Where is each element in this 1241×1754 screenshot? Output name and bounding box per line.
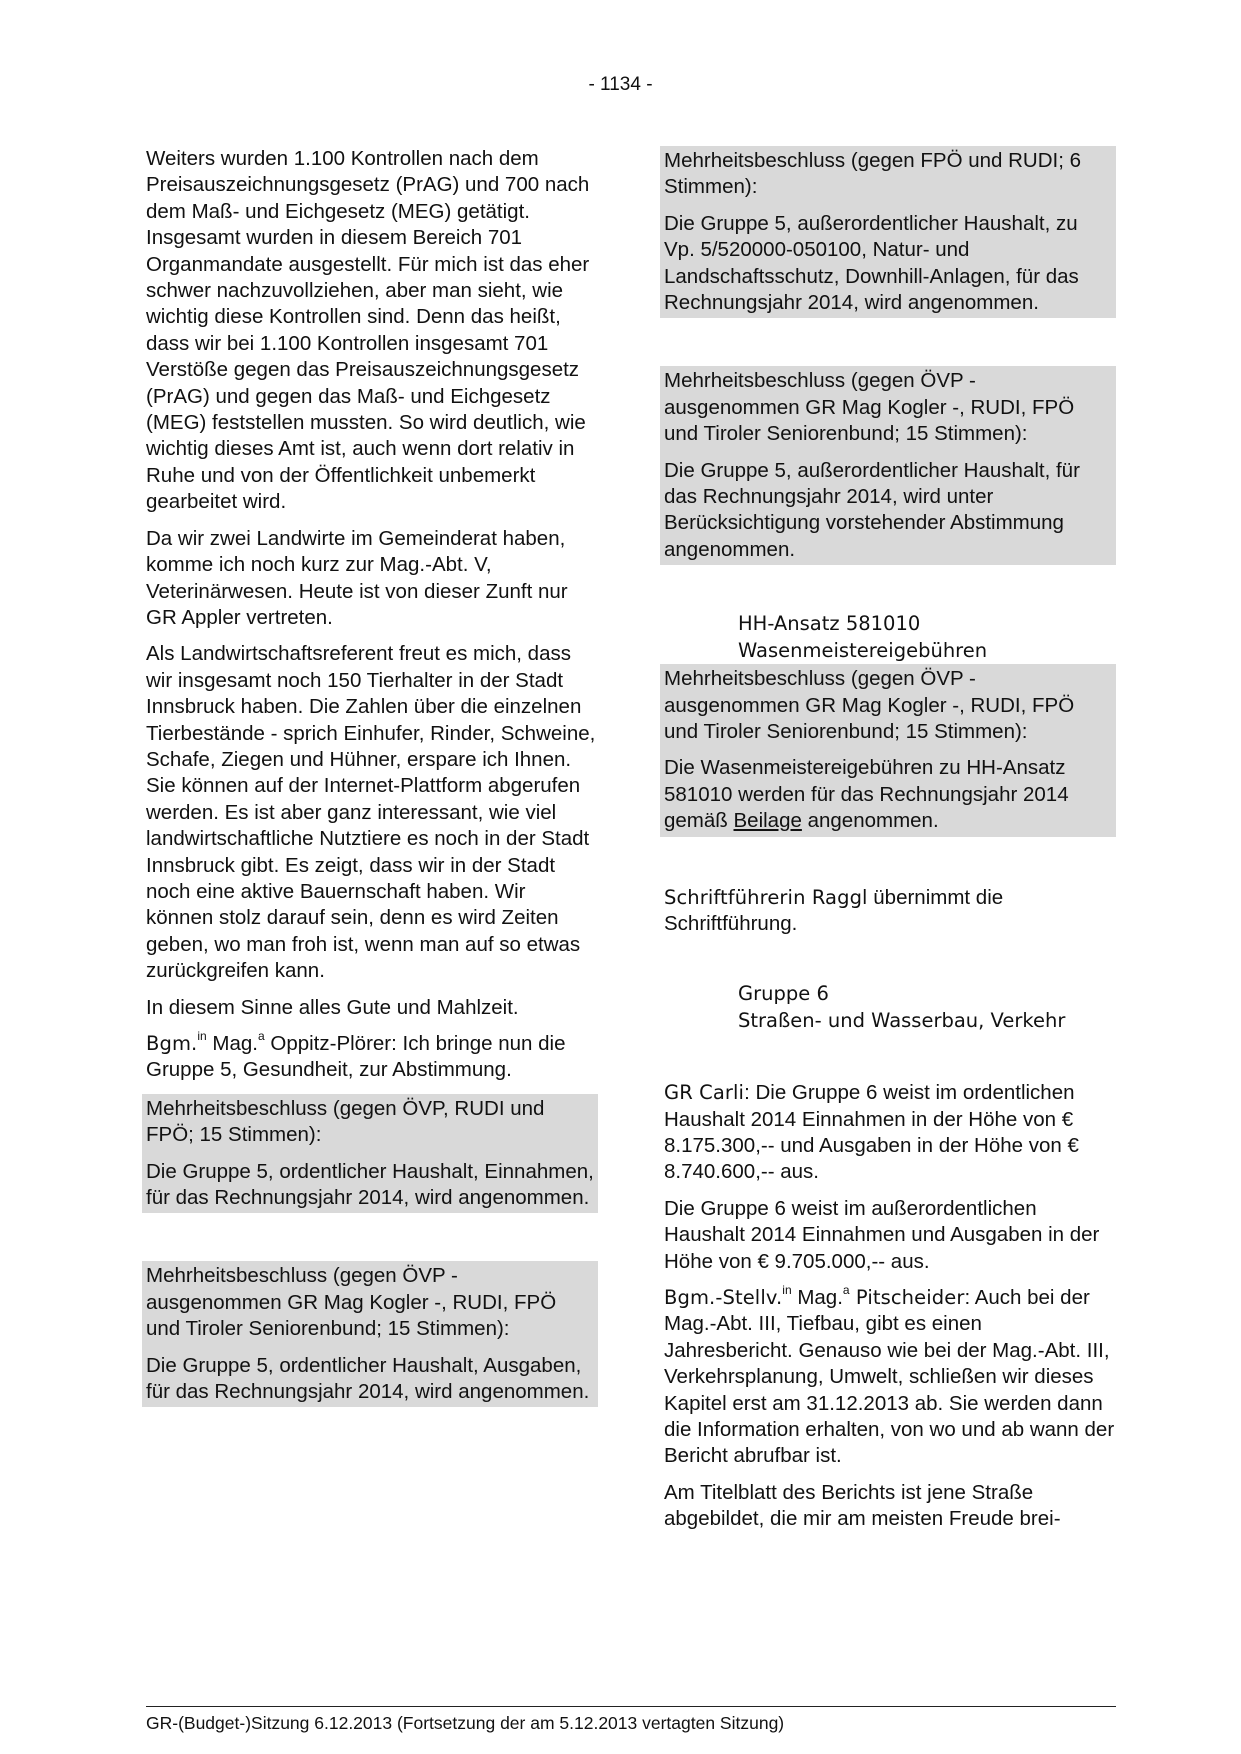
resolution-text: Die Gruppe 5, ordentlicher Haushalt, Einnahmen, für das Rechnungsjahr 2014, wird angenommen. — [146, 1159, 594, 1210]
heading-line: Gruppe 6 — [738, 982, 829, 1006]
resolution-block — [142, 1261, 598, 1407]
resolution-title: Mehrheitsbeschluss (gegen ÖVP - ausgenommen GR Mag Kogler -, RUDI, FPÖ und Tiroler Seniorenbund; 15 Stimmen): — [146, 1264, 557, 1341]
transfer-paragraph: Schriftführerin Raggl übernimmt die Schriftführung. — [664, 885, 1004, 935]
speaker-name: GR Carli — [664, 1081, 745, 1105]
paragraph: Als Landwirtschaftsreferent freut es mich, dass wir insgesamt noch 150 Tierhalter in der Stadt Innsbruck haben. Die Zahlen über die einzelnen Tierbestände - sprich Einhufer, Rinder, Schweine, Schafe, Ziegen und Hühner, erspare ich Ihnen. Sie können auf der Internet-Plattform abgerufen werden. Es ist aber ganz interessant, wie viel landwirtschaftliche Nutztiere es noch in der Stadt Innsbruck gibt. Es zeigt, dass wir in der Stadt noch eine aktive Bauernschaft haben. Wir können stolz darauf sein, denn es wird Zeiten geben, wo man froh ist, wenn man auf so etwas zurückgreifen kann. — [146, 642, 596, 983]
section-heading — [738, 611, 1116, 664]
speaker-title: Mag. — [791, 1286, 843, 1309]
speaker-paragraph — [146, 1031, 598, 1084]
resolution-block — [660, 146, 1116, 318]
speaker-name: Oppitz-Plörer — [264, 1032, 392, 1055]
footer-divider — [146, 1706, 1116, 1707]
resolution-block — [660, 664, 1116, 836]
speaker-title: Mag. — [206, 1032, 258, 1055]
left-column — [146, 146, 598, 1407]
resolution-title: Mehrheitsbeschluss (gegen ÖVP, RUDI und FPÖ; 15 Stimmen): — [146, 1096, 545, 1147]
resolution-text: Die Gruppe 5, außerordentlicher Haushalt, zu Vp. 5/520000-050100, Natur- und Landschaftsschutz, Downhill-Anlagen, für das Rechnungsjahr 2014, wird angenommen. — [664, 211, 1079, 315]
resolution-text: Die Gruppe 5, ordentlicher Haushalt, Ausgaben, für das Rechnungsjahr 2014, wird angenommen. — [146, 1353, 590, 1404]
right-column — [664, 146, 1116, 1543]
speaker-name: Pitscheider — [849, 1286, 965, 1309]
superscript: a — [842, 1283, 850, 1298]
resolution-block — [142, 1094, 598, 1214]
resolution-text: Die Gruppe 5, außerordentlicher Haushalt, für das Rechnungsjahr 2014, wird unter Berücksichtigung vorstehender Abstimmung angenommen. — [664, 458, 1080, 561]
attachment-link[interactable]: Beilage — [733, 809, 802, 833]
paragraph: Am Titelblatt des Berichts ist jene Straße abgebildet, die mir am meisten Freude brei- — [664, 1480, 1061, 1531]
speaker-text: : Auch bei der Mag.-Abt. III, Tiefbau, gibt es einen Jahresbericht. Genauso wie bei der Mag.-Abt. III, Verkehrsplanung, Umwelt, schließen wir dieses Kapitel erst am 31.12.2013 ab. Sie werden dann die Information erhalten, von wo und ab wann der Bericht abrufbar ist. — [664, 1286, 1115, 1468]
superscript: in — [782, 1283, 792, 1298]
speaker-title: Bgm. — [146, 1032, 198, 1055]
superscript: a — [257, 1029, 265, 1044]
superscript: in — [197, 1029, 207, 1044]
speaker-title: Bgm.-Stellv. — [664, 1286, 783, 1309]
resolution-title: Mehrheitsbeschluss (gegen ÖVP - ausgenommen GR Mag Kogler -, RUDI, FPÖ und Tiroler Seniorenbund; 15 Stimmen): — [664, 667, 1075, 743]
heading-line: Wasenmeistereigebühren — [738, 638, 988, 662]
resolution-text: Die Wasenmeistereigebühren zu HH-Ansatz 581010 werden für das Rechnungsjahr 2014 gemäß Beilage angenommen. — [664, 756, 1069, 833]
speaker-name: Schriftführerin Raggl — [664, 885, 868, 909]
resolution-block — [660, 366, 1116, 565]
section-heading — [738, 981, 1116, 1034]
speaker-paragraph — [664, 1285, 1116, 1470]
resolution-title: Mehrheitsbeschluss (gegen ÖVP - ausgenommen GR Mag Kogler -, RUDI, FPÖ und Tiroler Seniorenbund; 15 Stimmen): — [664, 369, 1075, 446]
speaker-paragraph — [664, 1080, 1116, 1186]
footer-text: GR-(Budget-)Sitzung 6.12.2013 (Fortsetzung der am 5.12.2013 vertagten Sitzung) — [146, 1713, 785, 1733]
paragraph: Die Gruppe 6 weist im außerordentlichen Haushalt 2014 Einnahmen und Ausgaben in der Höhe von € 9.705.000,-- aus. — [664, 1196, 1100, 1273]
speaker-text: : Ich bringe nun die Gruppe 5, Gesundheit, zur Abstimmung. — [146, 1032, 566, 1082]
heading-line: Straßen- und Wasserbau, Verkehr — [738, 1008, 1066, 1032]
resolution-title: Mehrheitsbeschluss (gegen FPÖ und RUDI; 6 Stimmen): — [664, 149, 1082, 199]
paragraph: Da wir zwei Landwirte im Gemeinderat haben, komme ich noch kurz zur Mag.-Abt. V, Veterinärwesen. Heute ist von dieser Zunft nur GR Appler vertreten. — [146, 526, 568, 629]
heading-line: HH-Ansatz 581010 — [738, 612, 921, 636]
page-number: - 1134 - — [588, 74, 653, 95]
paragraph: In diesem Sinne alles Gute und Mahlzeit. — [146, 995, 519, 1019]
speaker-text: : Die Gruppe 6 weist im ordentlichen Haushalt 2014 Einnahmen in der Höhe von € 8.175.300,-- und Ausgaben in der Höhe von € 8.740.600,-- aus. — [664, 1081, 1079, 1184]
paragraph: Weiters wurden 1.100 Kontrollen nach dem Preisauszeichnungsgesetz (PrAG) und 700 nach dem Maß- und Eichgesetz (MEG) getätigt. Insgesamt wurden in diesem Bereich 701 Organmandate ausgestellt. Für mich ist das eher schwer nachzuvollziehen, aber man sieht, wie wichtig diese Kontrollen sind. Denn das heißt, dass wir bei 1.100 Kontrollen insgesamt 701 Verstöße gegen das Preisauszeichnungsgesetz (PrAG) und gegen das Maß- und Eichgesetz (MEG) feststellen mussten. So wird deutlich, wie wichtig dieses Amt ist, auch wenn dort relativ in Ruhe und von der Öffentlichkeit unbemerkt gearbeitet wird. — [146, 147, 590, 514]
